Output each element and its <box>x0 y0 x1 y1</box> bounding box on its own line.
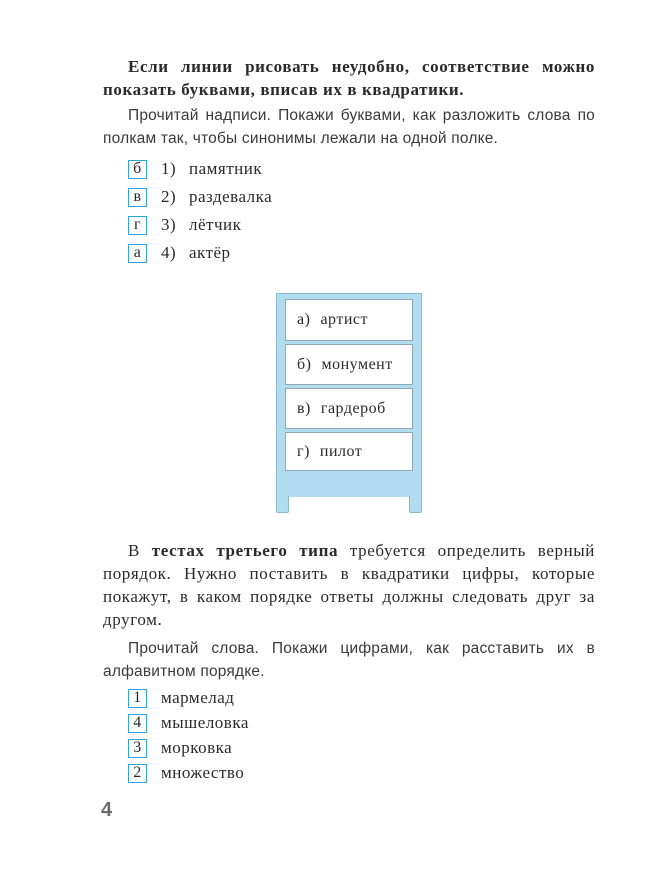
item-number: 3) <box>161 215 177 234</box>
task1-instruction <box>103 104 595 150</box>
shelf-b <box>285 344 413 385</box>
third-type-paragraph <box>103 539 595 631</box>
task2-instruction <box>103 637 595 683</box>
task1-item <box>128 158 262 180</box>
task2-instruction-text: Прочитай слова. Покажи цифрами, как расставить их в алфавитном порядке. <box>103 640 595 680</box>
shelf-v <box>285 388 413 429</box>
item-number: 4) <box>161 243 177 262</box>
item-word: актёр <box>189 243 231 262</box>
task2-item <box>128 762 244 784</box>
item-word: мармелад <box>161 688 235 707</box>
cabinet-leg-right <box>409 496 422 513</box>
shelf-word: монумент <box>321 355 393 373</box>
shelf-word: пилот <box>319 442 363 460</box>
item-word: лётчик <box>189 215 242 234</box>
shelf-g <box>285 432 413 471</box>
item-word: памятник <box>189 159 263 178</box>
task2-item <box>128 737 232 759</box>
answer-box[interactable]: 1 <box>128 689 147 708</box>
shelf-a <box>285 299 413 341</box>
item-number: 2) <box>161 187 177 206</box>
answer-box[interactable]: в <box>128 188 147 207</box>
shelf-word: артист <box>320 311 368 328</box>
item-word: раздевалка <box>189 187 273 206</box>
answer-box[interactable]: а <box>128 244 147 263</box>
item-word: множество <box>161 763 245 782</box>
shelf-word: гардероб <box>320 399 386 417</box>
answer-box[interactable]: 3 <box>128 739 147 758</box>
item-number: 1) <box>161 159 177 178</box>
task2-item <box>128 687 234 709</box>
third-type-lead: В <box>128 541 140 560</box>
item-word: морковка <box>161 738 233 757</box>
answer-box[interactable]: 4 <box>128 714 147 733</box>
third-type-bold: тестах третьего типа <box>151 541 339 560</box>
cabinet-leg-left <box>276 496 289 513</box>
item-word: мышеловка <box>161 713 249 732</box>
shelf-letter: г) <box>297 442 310 460</box>
page-number: 4 <box>101 799 113 821</box>
answer-box[interactable]: г <box>128 216 147 235</box>
shelf-letter: а) <box>297 311 311 328</box>
task2-item <box>128 712 249 734</box>
shelf-letter: б) <box>297 355 312 373</box>
task1-instruction-text: Прочитай надписи. Покажи буквами, как разложить слова по полкам так, чтобы синонимы лежали на одной полке. <box>103 107 595 147</box>
task1-item <box>128 186 272 208</box>
task1-item <box>128 214 241 236</box>
answer-box[interactable]: б <box>128 160 147 179</box>
intro-text: Если линии рисовать неудобно, соответствие можно показать буквами, вписав их в квадратики. <box>103 57 595 99</box>
intro-paragraph <box>103 55 595 101</box>
third-type-rest: требуется определить верный порядок. Нужно поставить в квадратики цифры, которые покажут, в каком порядке ответы должны следовать друг за другом. <box>103 541 595 629</box>
answer-box[interactable]: 2 <box>128 764 147 783</box>
task1-item <box>128 242 231 264</box>
shelf-letter: в) <box>297 399 311 417</box>
